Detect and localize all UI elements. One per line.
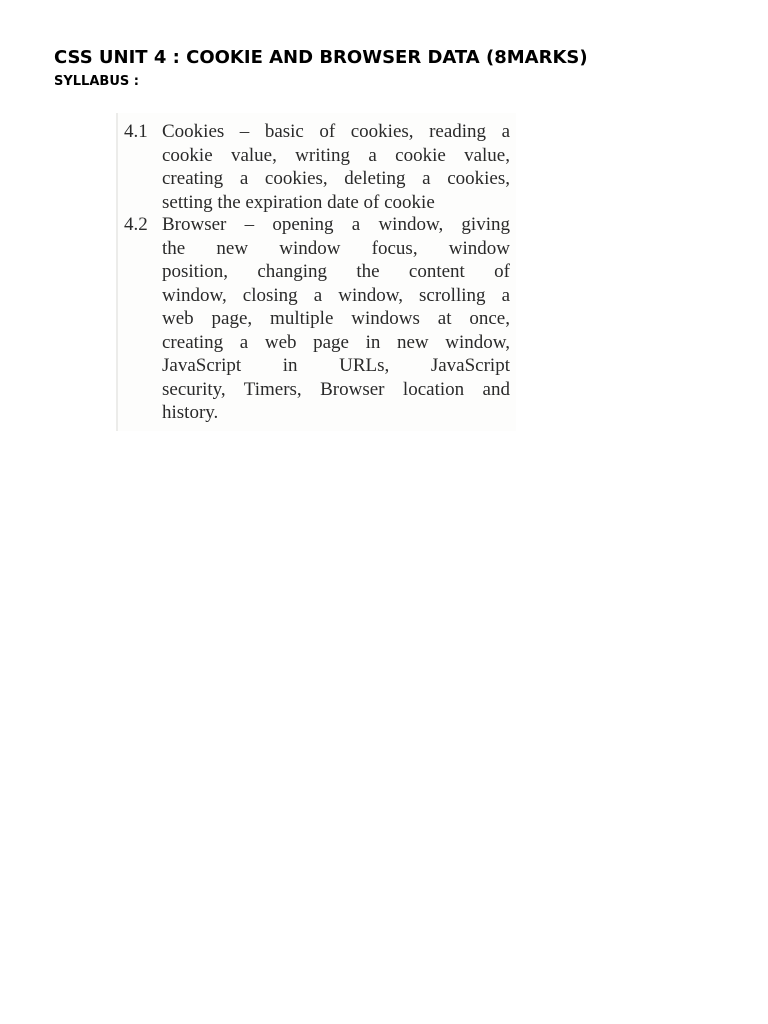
- item-text-line: web page, multiple windows at once,: [162, 308, 510, 329]
- syllabus-heading: SYLLABUS :: [54, 74, 139, 89]
- item-text-line: creating a web page in new window,: [162, 331, 510, 353]
- scanned-syllabus-image: [116, 113, 516, 431]
- item-text: [162, 120, 510, 214]
- item-text-line: the new window focus, window: [162, 237, 510, 259]
- document-title: CSS UNIT 4 : COOKIE AND BROWSER DATA (8MARKS): [54, 47, 588, 68]
- item-text-line: position, changing the content of: [162, 261, 510, 282]
- item-text-line: Cookies – basic of cookies, reading a: [162, 121, 510, 142]
- item-text: [162, 213, 510, 425]
- item-text-line: cookie value, writing a cookie value,: [162, 144, 510, 166]
- item-text-line: history.: [162, 402, 219, 423]
- item-text-line: window, closing a window, scrolling a: [162, 284, 510, 306]
- item-number: 4.2: [124, 214, 148, 235]
- item-text-line: Browser – opening a window, giving: [162, 214, 510, 235]
- item-text-line: creating a cookies, deleting a cookies,: [162, 168, 510, 189]
- item-text-line: JavaScript in URLs, JavaScript: [162, 355, 510, 376]
- item-text-line: setting the expiration date of cookie: [162, 191, 435, 213]
- item-number: 4.1: [124, 121, 148, 142]
- item-text-line: security, Timers, Browser location and: [162, 378, 510, 400]
